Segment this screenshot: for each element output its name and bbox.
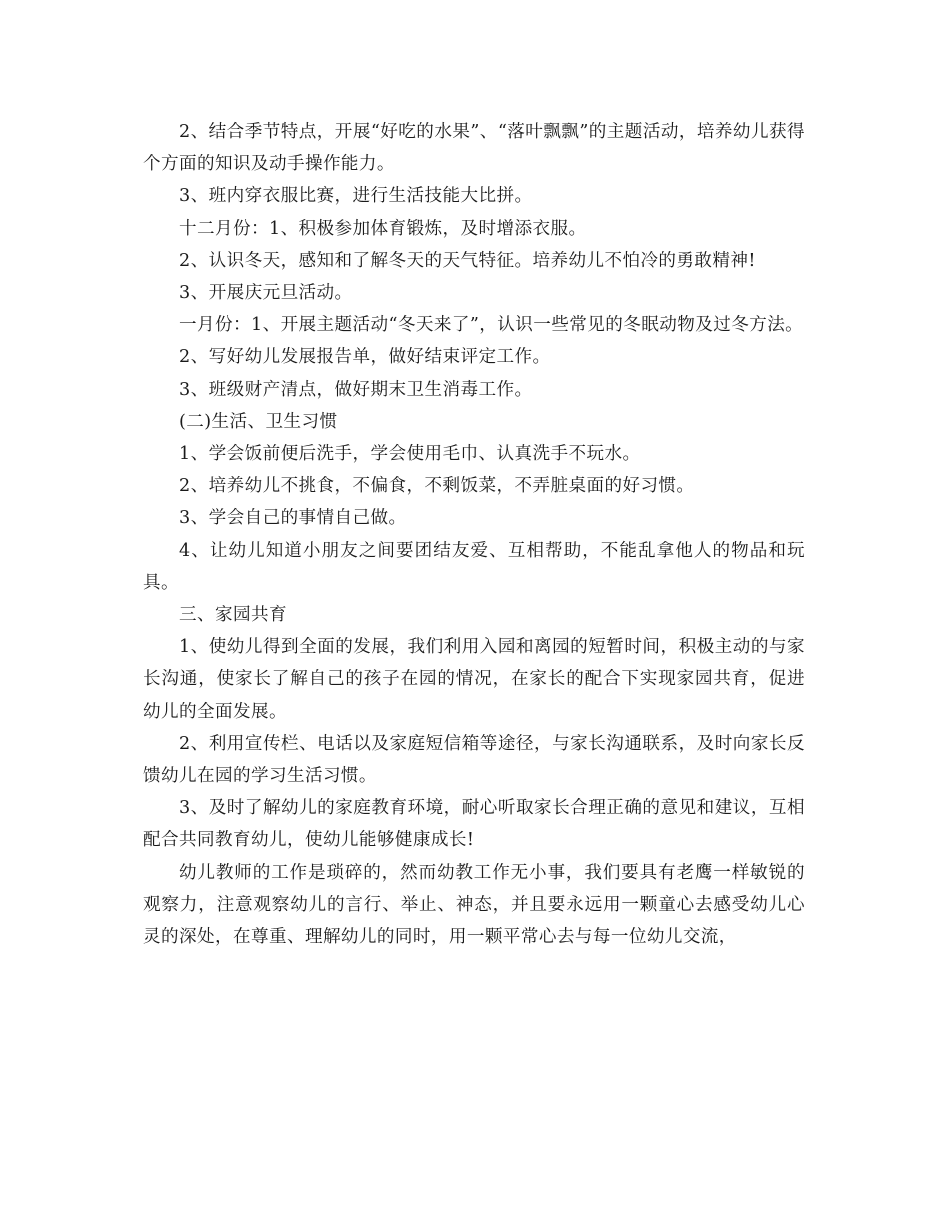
paragraph: 3、开展庆元旦活动。 (179, 283, 353, 304)
paragraph: 3、班级财产清点，做好期末卫生消毒工作。 (179, 379, 533, 400)
paragraph: 3、及时了解幼儿的家庭教育环境，耐心听取家长合理正确的意见和建议，互相配合共同教育幼儿，使幼儿能够健康成长! (143, 798, 805, 851)
paragraph: 2、写好幼儿发展报告单，做好结束评定工作。 (179, 347, 551, 368)
paragraph: 3、班内穿衣服比赛，进行生活技能大比拼。 (179, 186, 533, 207)
paragraph: 十二月份：1、积极参加体育锻炼，及时增添衣服。 (179, 218, 587, 239)
document-body (143, 116, 805, 953)
paragraph: 幼儿教师的工作是琐碎的，然而幼教工作无小事，我们要具有老鹰一样敏锐的观察力，注意观察幼儿的言行、举止、神态，并且要永远用一颗童心去感受幼儿心灵的深处，在尊重、理解幼儿的同时，用一颗平常心去与每一位幼儿交流， (143, 862, 805, 948)
paragraph: 4、让幼儿知道小朋友之间要团结友爱、互相帮助，不能乱拿他人的物品和玩具。 (143, 540, 805, 593)
paragraph: 1、学会饭前便后洗手，学会使用毛巾、认真洗手不玩水。 (179, 444, 641, 465)
section-heading: 三、家园共育 (179, 605, 287, 626)
paragraph: 一月份：1、开展主题活动“冬天来了”，认识一些常见的冬眠动物及过冬方法。 (179, 315, 804, 336)
paragraph: 2、利用宣传栏、电话以及家庭短信箱等途径，与家长沟通联系，及时向家长反馈幼儿在园的学习生活习惯。 (143, 733, 805, 787)
paragraph: 1、使幼儿得到全面的发展，我们利用入园和离园的短暂时间，积极主动的与家长沟通，使家长了解自己的孩子在园的情况，在家长的配合下实现家园共育，促进幼儿的全面发展。 (143, 637, 805, 722)
paragraph: 2、培养幼儿不挑食，不偏食，不剩饭菜，不弄脏桌面的好习惯。 (179, 476, 695, 497)
section-heading: (二)生活、卫生习惯 (179, 411, 338, 432)
paragraph: 2、认识冬天，感知和了解冬天的天气特征。培养幼儿不怕冷的勇敢精神! (179, 250, 756, 271)
paragraph: 2、结合季节特点，开展“好吃的水果”、“落叶飘飘”的主题活动，培养幼儿获得个方面的知识及动手操作能力。 (143, 122, 805, 175)
paragraph: 3、学会自己的事情自己做。 (179, 508, 407, 529)
